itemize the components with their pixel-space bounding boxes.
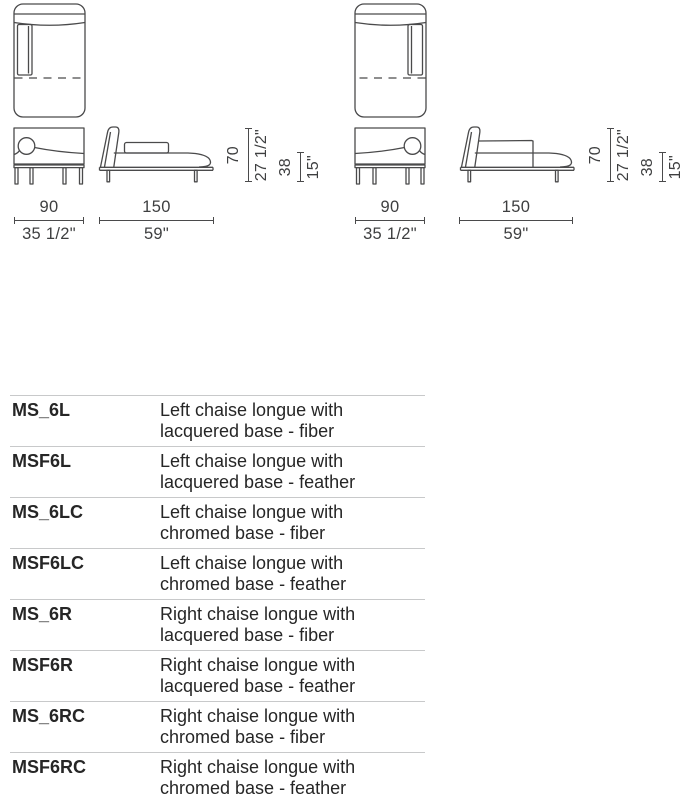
left-chaise-side-view-drawing — [97, 124, 216, 185]
table-row — [10, 497, 425, 548]
product-code: MS_6LC — [12, 502, 84, 522]
product-description — [160, 553, 425, 595]
height-dimension — [588, 128, 633, 182]
width-cm-label: 90 — [39, 198, 59, 216]
product-description — [160, 502, 425, 544]
product-code-table — [10, 395, 425, 803]
table-row — [10, 599, 425, 650]
right-chaise-front-view-drawing — [354, 127, 426, 185]
length-cm-label: 150 — [142, 198, 171, 216]
product-description — [160, 757, 425, 799]
product-code: MS_6RC — [12, 706, 86, 726]
height-inch-label: 27 1/2" — [252, 128, 270, 182]
table-row — [10, 548, 425, 599]
description-line-2: lacquered base - fiber — [160, 421, 335, 441]
product-description — [160, 604, 425, 646]
seat-height-inch-label: 15" — [304, 154, 322, 180]
seat-height-cm-label: 38 — [277, 157, 294, 177]
height-cm-label: 70 — [225, 145, 242, 165]
right-chaise-side-view-drawing — [458, 124, 577, 185]
dimension-line — [245, 128, 252, 182]
seat-height-dimension — [278, 152, 323, 182]
product-code: MSF6LC — [12, 553, 84, 573]
description-line-1: Left chaise longue with — [160, 553, 344, 573]
length-dimension — [99, 198, 214, 243]
dimension-line — [459, 217, 573, 224]
dimension-line — [99, 217, 214, 224]
product-description — [160, 655, 425, 697]
description-line-1: Right chaise longue with — [160, 604, 356, 624]
left-chaise-top-view-drawing — [13, 3, 86, 118]
right-chaise-top-view-drawing — [354, 3, 427, 118]
description-line-2: chromed base - fiber — [160, 727, 326, 747]
product-description — [160, 451, 425, 493]
description-line-2: lacquered base - fiber — [160, 625, 335, 645]
dimension-line — [607, 128, 614, 182]
description-line-1: Left chaise longue with — [160, 451, 344, 471]
product-code: MSF6R — [12, 655, 74, 675]
dimension-line — [14, 217, 84, 224]
product-description — [160, 706, 425, 748]
description-line-1: Right chaise longue with — [160, 757, 356, 777]
description-line-2: chromed base - feather — [160, 574, 347, 594]
height-dimension — [226, 128, 271, 182]
length-inch-label: 59" — [143, 225, 170, 244]
description-line-2: chromed base - feather — [160, 778, 347, 798]
product-description — [160, 400, 425, 442]
table-row — [10, 752, 425, 803]
description-line-1: Right chaise longue with — [160, 706, 356, 726]
seat-height-inch-label: 15" — [666, 154, 684, 180]
width-inch-label: 35 1/2" — [363, 225, 417, 244]
table-row — [10, 650, 425, 701]
seat-height-cm-label: 38 — [639, 157, 656, 177]
product-code: MSF6RC — [12, 757, 87, 777]
width-inch-label: 35 1/2" — [22, 225, 76, 244]
length-cm-label: 150 — [501, 198, 531, 216]
description-line-1: Left chaise longue with — [160, 400, 344, 420]
description-line-2: lacquered base - feather — [160, 472, 356, 492]
height-cm-label: 70 — [587, 145, 604, 165]
dimension-line — [297, 152, 304, 182]
description-line-2: chromed base - fiber — [160, 523, 326, 543]
left-chaise-front-view-drawing — [13, 127, 85, 185]
description-line-1: Right chaise longue with — [160, 655, 356, 675]
description-line-1: Left chaise longue with — [160, 502, 344, 522]
product-code: MSF6L — [12, 451, 72, 471]
product-code: MS_6L — [12, 400, 71, 420]
width-cm-label: 90 — [380, 198, 400, 216]
length-inch-label: 59" — [503, 225, 529, 244]
dimension-line — [355, 217, 425, 224]
width-dimension — [14, 198, 84, 243]
table-row — [10, 701, 425, 752]
table-row — [10, 395, 425, 446]
length-dimension — [459, 198, 573, 243]
width-dimension — [355, 198, 425, 243]
table-row — [10, 446, 425, 497]
height-inch-label: 27 1/2" — [614, 128, 632, 182]
seat-height-dimension — [640, 152, 685, 182]
description-line-2: lacquered base - feather — [160, 676, 356, 696]
product-code: MS_6R — [12, 604, 73, 624]
dimension-line — [659, 152, 666, 182]
